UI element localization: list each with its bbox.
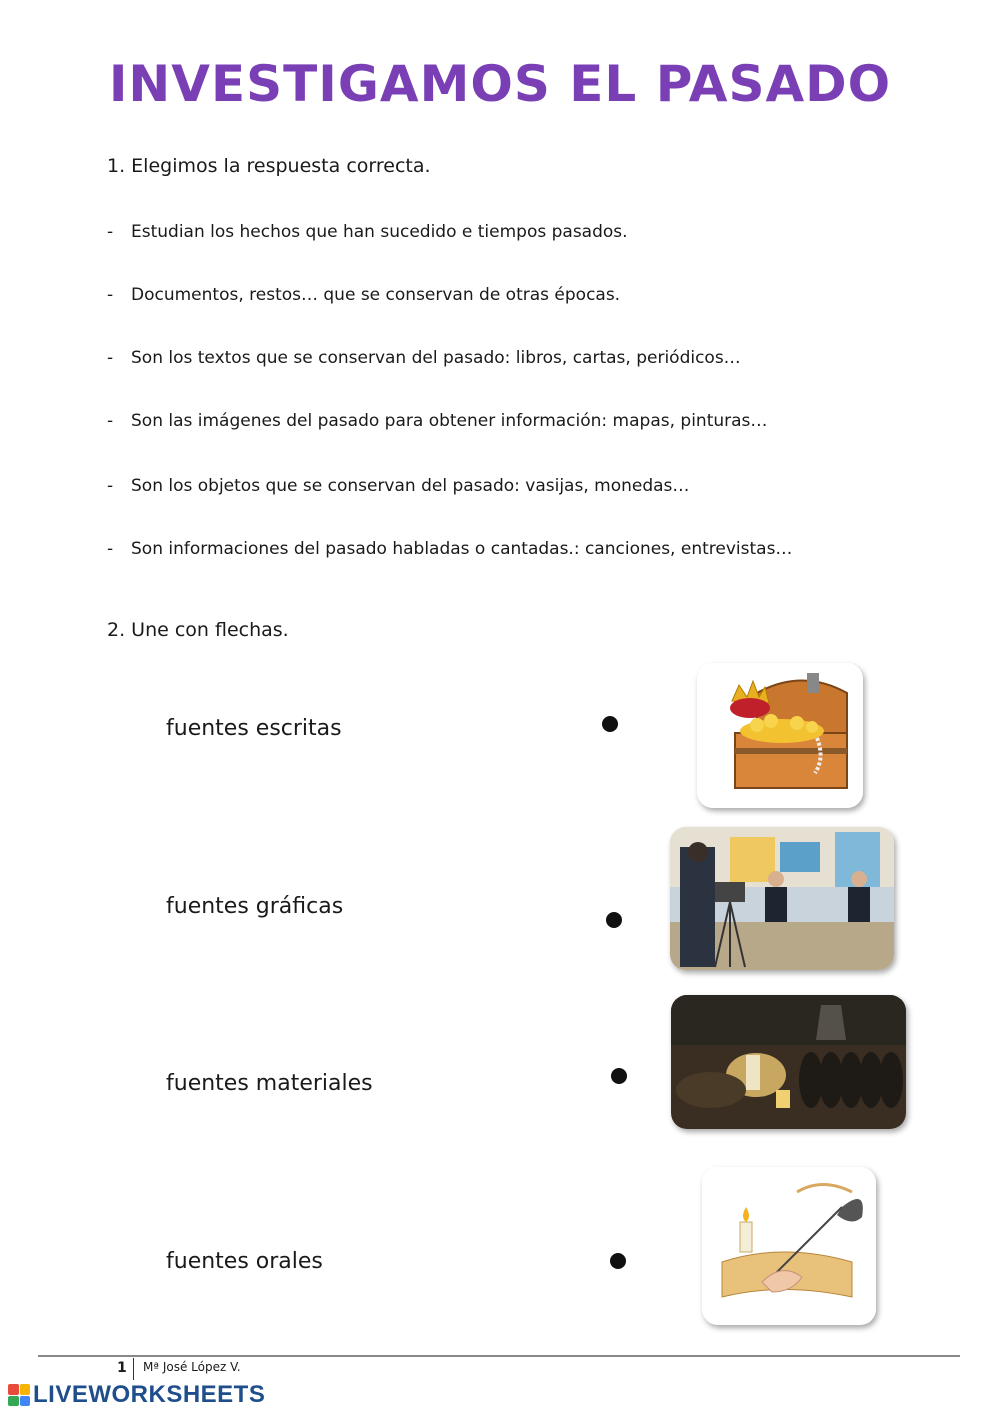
match-label-orales: fuentes orales <box>166 1249 323 1274</box>
page-number: 1 <box>117 1360 127 1376</box>
item-dash: - <box>107 285 114 305</box>
item-text: Son los textos que se conservan del pasado: libros, cartas, periódicos… <box>131 348 741 368</box>
item-text: Son informaciones del pasado habladas o cantadas.: canciones, entrevistas… <box>131 539 793 559</box>
page-title: INVESTIGAMOS EL PASADO <box>108 55 892 113</box>
question-1-item <box>107 411 767 431</box>
match-dot[interactable] <box>602 716 618 732</box>
treasure-chest-icon <box>697 663 863 808</box>
item-dash: - <box>107 411 114 431</box>
question-1-item <box>107 348 741 368</box>
brand-name: LIVEWORKSHEETS <box>33 1381 266 1408</box>
quill-icon <box>702 1167 876 1325</box>
match-label-graficas: fuentes gráficas <box>166 894 344 919</box>
question-1-item <box>107 539 792 559</box>
quill-writing-image[interactable] <box>702 1167 876 1325</box>
question-1-item <box>107 222 628 242</box>
question-1-item <box>107 476 689 496</box>
author-credit: Mª José López V. <box>143 1360 241 1374</box>
item-dash: - <box>107 222 114 242</box>
item-text: Son los objetos que se conservan del pasado: vasijas, monedas… <box>131 476 690 496</box>
liveworksheets-icon <box>8 1384 30 1406</box>
footer-divider <box>38 1355 960 1357</box>
match-label-materiales: fuentes materiales <box>166 1071 373 1096</box>
tv-studio-icon <box>670 827 894 970</box>
treasure-chest-image[interactable] <box>697 663 863 808</box>
question-1-item <box>107 285 620 305</box>
match-dot[interactable] <box>606 912 622 928</box>
liveworksheets-logo[interactable] <box>8 1380 265 1410</box>
item-dash: - <box>107 348 114 368</box>
match-dot[interactable] <box>610 1253 626 1269</box>
item-text: Son las imágenes del pasado para obtener información: mapas, pinturas… <box>131 411 768 431</box>
painting-icon <box>671 995 906 1129</box>
item-text: Documentos, restos… que se conservan de otras épocas. <box>131 285 621 305</box>
item-dash: - <box>107 539 114 559</box>
item-dash: - <box>107 476 114 496</box>
tv-interview-image[interactable] <box>670 827 894 970</box>
goya-painting-image[interactable] <box>671 995 906 1129</box>
question-2-heading: 2. Une con flechas. <box>107 619 289 641</box>
page-number-separator <box>133 1358 134 1380</box>
question-1-heading: 1. Elegimos la respuesta correcta. <box>107 155 431 177</box>
item-text: Estudian los hechos que han sucedido e tiempos pasados. <box>131 222 628 242</box>
match-label-escritas: fuentes escritas <box>166 716 342 741</box>
match-dot[interactable] <box>611 1068 627 1084</box>
